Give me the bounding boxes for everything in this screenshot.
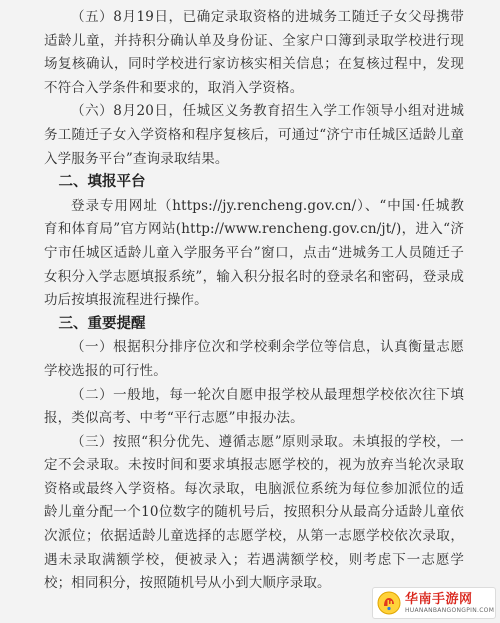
paragraph-item-5: （五）8月19日，已确定录取资格的进城务工随迁子女父母携带适龄儿童，并持积分确认单及身份证、全家户口簿到录取学校进行现场复核确认，同时学校进行家访核实相关信息；在复核过程中，发现不符合入学条件和要求的，取消入学资格。 xyxy=(44,9,464,96)
watermark-text xyxy=(405,593,494,614)
section-heading-platform: 二、填报平台 xyxy=(58,174,146,191)
paragraph-login-urls: 登录专用网址（https://jy.rencheng.gov.cn/）、“中国·任城教育和体育局”官方网站(http://www.rencheng.gov.cn/jt/)，进入“济宁市任城区适龄儿童入学服务平台”窗口，点击“进城务工人员随迁子女积分入学志愿填报系统”，输入积分报名时的登录名和密码，登录成功后按填报流程进行操作。 xyxy=(44,197,464,309)
document-body xyxy=(44,6,464,596)
paragraph-reminder-2: （二）一般地，每一轮次自愿申报学校从最理想学校依次往下填报，类似高考、中考“平行志愿”申报办法。 xyxy=(44,386,464,427)
paragraph-reminder-1: （一）根据积分排序位次和学校剩余学位等信息，认真衡量志愿学校选报的可行性。 xyxy=(44,339,464,379)
paragraph-reminder-3: （三）按照“积分优先、遵循志愿”原则录取。未填报的学校，一定不会录取。未按时间和要求填报志愿学校的，视为放弃当轮次录取资格或最终入学资格。每次录取，电脑派位系统为每位参加派位的适龄儿童分配一个10位数字的随机号后，按照积分从最高分适龄儿童依次派位；依据适龄儿童选择的志愿学校，从第一志愿学校依次录取，遇未录取满额学校，便被录入；若遇满额学校，则考虑下一志愿学校；相同积分，按照随机号从小到大顺序录取。 xyxy=(44,433,464,592)
watermark-domain: HUANANBANGONGPIN.COM xyxy=(405,606,495,614)
watermark-name: 华南手游网 xyxy=(405,591,473,607)
site-watermark xyxy=(372,587,496,619)
section-heading-reminders: 三、重要提醒 xyxy=(58,315,146,332)
hand-logo-icon xyxy=(377,591,401,615)
paragraph-item-6: （六）8月20日，任城区义务教育招生入学工作领导小组对进城务工随迁子女入学资格和程序复核后，可通过“济宁市任城区适龄儿童入学服务平台”查询录取结果。 xyxy=(44,103,464,167)
